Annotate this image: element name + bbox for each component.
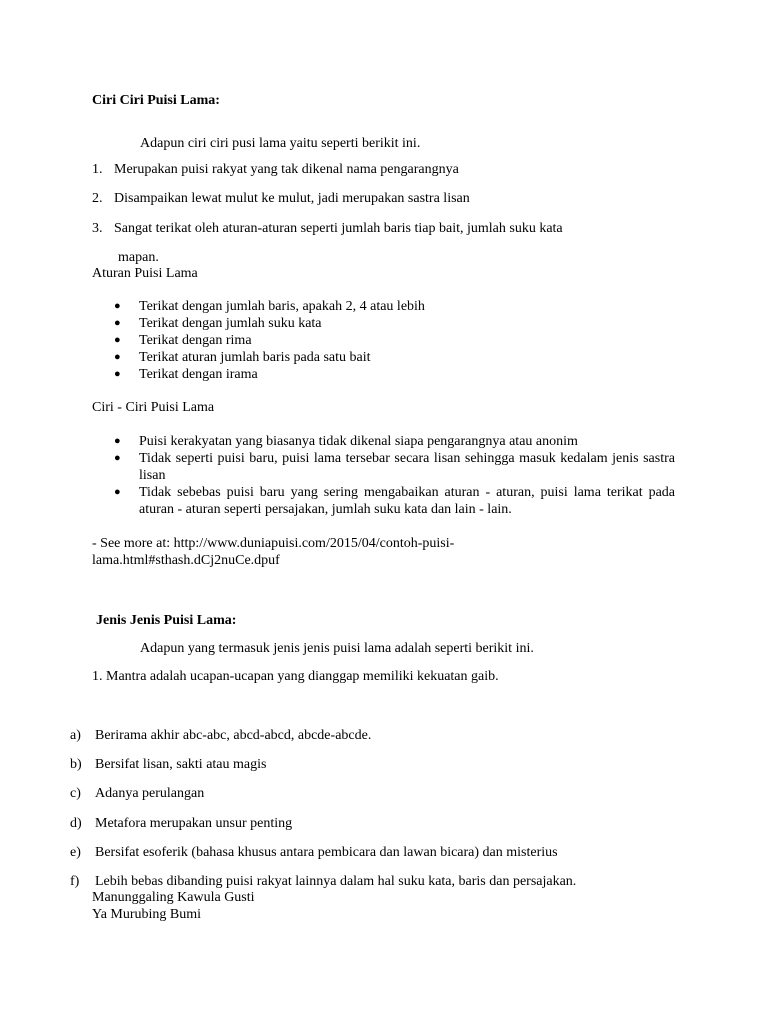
item-text: Metafora merupakan unsur penting [95, 816, 293, 831]
numbered-item [92, 220, 563, 237]
numbered-item: 1. Mantra adalah ucapan-ucapan yang dianggap memiliki kekuatan gaib. [92, 669, 499, 684]
bullet-icon: ● [114, 486, 121, 498]
lettered-item [70, 785, 204, 802]
bullet-text: Terikat dengan jumlah suku kata [139, 316, 322, 331]
bullet-text: Terikat aturan jumlah baris pada satu bait [139, 350, 371, 365]
bullet-icon: ● [114, 435, 121, 447]
lettered-item [70, 815, 292, 832]
poem-line: Manunggaling Kawula Gusti [92, 890, 255, 905]
subheading: Aturan Puisi Lama [92, 266, 198, 281]
item-text: Disampaikan lewat mulut ke mulut, jadi merupakan sastra lisan [114, 191, 470, 206]
item-letter: b) [70, 757, 82, 772]
bullet-item [114, 484, 674, 518]
item-text: Bersifat esoferik (bahasa khusus antara pembicara dan lawan bicara) dan misterius [95, 845, 558, 860]
item-letter: d) [70, 816, 82, 831]
bullet-icon: ● [114, 317, 121, 329]
section-title: Ciri Ciri Puisi Lama: [92, 93, 220, 108]
bullet-icon: ● [114, 351, 121, 363]
item-number: 3. [92, 221, 103, 236]
bullet-text: Terikat dengan irama [139, 367, 258, 382]
bullet-text: Puisi kerakyatan yang biasanya tidak dikenal siapa pengarangnya atau anonim [139, 434, 578, 449]
bullet-item [114, 332, 674, 349]
bullet-item [114, 433, 674, 450]
bullet-icon: ● [114, 334, 121, 346]
source-link[interactable]: lama.html#sthash.dCj2nuCe.dpuf [92, 553, 280, 568]
lettered-item [70, 844, 558, 861]
section-title: Jenis Jenis Puisi Lama: [96, 613, 237, 628]
numbered-item [92, 190, 470, 207]
item-letter: c) [70, 786, 81, 801]
bullet-item [114, 315, 674, 332]
lettered-item [70, 873, 576, 890]
source-link[interactable]: - See more at: http://www.duniapuisi.com/2015/04/contoh-puisi- [92, 536, 455, 551]
bullet-icon: ● [114, 368, 121, 380]
item-text: Bersifat lisan, sakti atau magis [95, 757, 267, 772]
lettered-item [70, 727, 371, 744]
bullet-text: Terikat dengan rima [139, 333, 252, 348]
bullet-icon: ● [114, 300, 121, 312]
bullet-icon: ● [114, 452, 121, 464]
numbered-item [92, 161, 459, 178]
item-text: Adanya perulangan [95, 786, 205, 801]
item-text: Merupakan puisi rakyat yang tak dikenal nama pengarangnya [114, 162, 459, 177]
item-number: 1. [92, 162, 103, 177]
bullet-item [114, 450, 674, 484]
intro-paragraph: Adapun ciri ciri pusi lama yaitu seperti berikit ini. [140, 136, 421, 151]
item-letter: f) [70, 874, 80, 889]
item-continuation: mapan. [118, 250, 159, 265]
intro-paragraph: Adapun yang termasuk jenis jenis puisi lama adalah seperti berikit ini. [140, 641, 534, 656]
bullet-text: Terikat dengan jumlah baris, apakah 2, 4 atau lebih [139, 299, 425, 314]
item-letter: a) [70, 728, 81, 743]
subheading: Ciri - Ciri Puisi Lama [92, 400, 215, 415]
item-text: Lebih bebas dibanding puisi rakyat lainnya dalam hal suku kata, baris dan persajakan. [95, 874, 577, 889]
bullet-text: Tidak seperti puisi baru, puisi lama tersebar secara lisan sehingga masuk kedalam jenis sastra lisan [139, 451, 675, 483]
item-number: 2. [92, 191, 103, 206]
lettered-item [70, 756, 266, 773]
bullet-item [114, 298, 674, 315]
item-letter: e) [70, 845, 81, 860]
poem-line: Ya Murubing Bumi [92, 907, 202, 922]
item-text: Berirama akhir abc-abc, abcd-abcd, abcde-abcde. [95, 728, 372, 743]
bullet-text: Tidak sebebas puisi baru yang sering mengabaikan aturan - aturan, puisi lama terikat pada aturan - aturan seperti persajakan, jumlah suku kata dan lain - lain. [139, 485, 675, 517]
bullet-item [114, 349, 674, 366]
item-text: Sangat terikat oleh aturan-aturan seperti jumlah baris tiap bait, jumlah suku kata [114, 221, 563, 236]
bullet-item [114, 366, 674, 383]
